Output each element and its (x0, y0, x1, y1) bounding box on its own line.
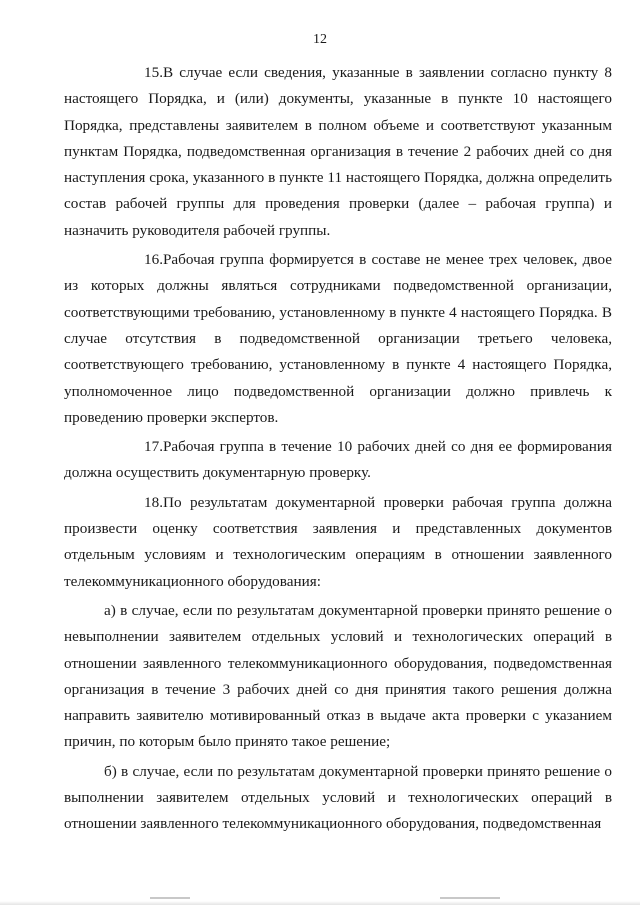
page-number: 12 (313, 32, 327, 47)
subparagraph-a (64, 598, 612, 756)
paragraph-18 (64, 490, 612, 595)
paragraph-number: 15. (144, 64, 163, 81)
paragraph-15 (64, 60, 612, 244)
paragraph-17 (64, 434, 612, 487)
paragraph-number: 18. (144, 493, 163, 511)
paragraph-text: В случае если сведения, указанные в заявлении согласно пункту 8 настоящего Порядка, и (или) документы, указанные в пункте 10 настоящего Порядка, представлены заявителем в полном объеме и соответствуют указанным пунктам Порядка, подведомственная организация в течение 2 рабочих дней со дня наступления срока, указанного в пункте 11 настоящего Порядка, должна определить состав рабочей группы для проведения проверки (далее – рабочая группа) и назначить руководителя рабочей группы. (64, 64, 612, 239)
paragraph-text: Рабочая группа формируется в составе не менее трех человек, двое из которых должны являться сотрудниками подведомственной организации, соответствующими требованию, установленному в пункте 4 настоящего Порядка. В случае отсутствия в подведомственной организации третьего человека, соответствующего требованию, установленному в пункте 4 настоящего Порядка, уполномоченное лицо подведомственной организации должно привлечь к проведению проверки экспертов. (64, 251, 612, 426)
scan-bottom-edge (0, 901, 640, 905)
scan-speck (150, 897, 190, 899)
paragraph-16 (64, 247, 612, 431)
paragraph-number: 16. (144, 251, 163, 269)
paragraph-text: По результатам документарной проверки рабочая группа должна произвести оценку соответствия заявления и представленных документов отдельным условиям и технологическим операциям в отношении заявленного телекоммуникационного оборудования: (64, 493, 612, 590)
paragraph-text: а) в случае, если по результатам документарной проверки принято решение о невыполнении заявителем отдельных условий и технологических операций в отношении заявленного телекоммуникационного оборудования, подведомственная организация в течение 3 рабочих дней со дня принятия такого решения должна направить заявителю мотивированный отказ в выдаче акта проверки с указанием причин, по которым было принято такое решение; (64, 601, 612, 751)
paragraph-number: 17. (144, 438, 163, 456)
paragraph-text: б) в случае, если по результатам документарной проверки принято решение о выполнении заявителем отдельных условий и технологических операций в отношении заявленного телекоммуникационного оборудования, подведомственная (64, 762, 612, 833)
subparagraph-b (64, 759, 612, 838)
scan-speck (440, 897, 500, 899)
document-body (64, 60, 612, 841)
paragraph-text: Рабочая группа в течение 10 рабочих дней со дня ее формирования должна осуществить документарную проверку. (64, 438, 612, 482)
